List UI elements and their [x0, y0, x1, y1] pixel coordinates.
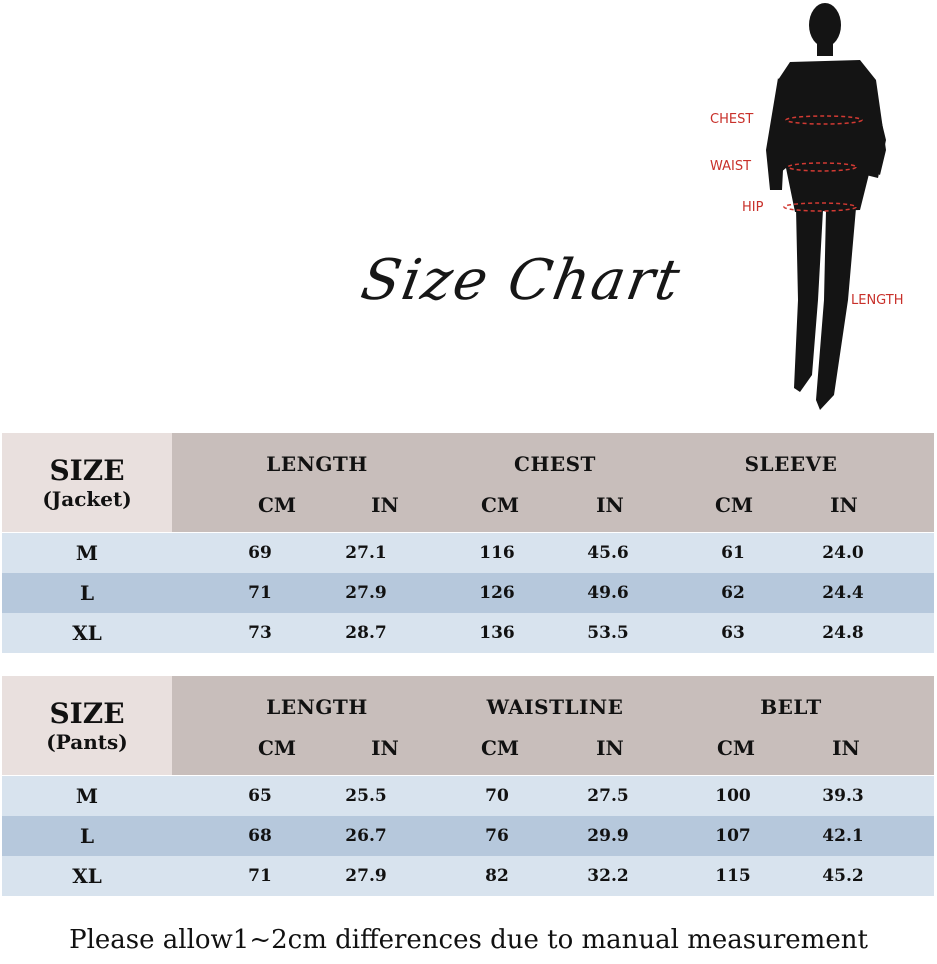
- unit-cm: CM: [714, 493, 754, 517]
- size-cell: XL: [72, 621, 102, 645]
- value-cell: 70: [485, 786, 509, 806]
- unit-in: IN: [596, 736, 624, 760]
- value-cell: 27.1: [345, 543, 387, 563]
- group-title: LENGTH: [266, 695, 368, 719]
- value-cell: 53.5: [587, 623, 629, 643]
- size-cell: M: [75, 541, 99, 565]
- jacket-group-sleeve: [666, 433, 916, 532]
- value-cell: 63: [721, 623, 745, 643]
- value-cell: 116: [479, 543, 515, 563]
- value-cell: 39.3: [822, 786, 864, 806]
- unit-cm: CM: [257, 736, 297, 760]
- pants-size-table: [2, 676, 934, 896]
- value-cell: 29.9: [587, 826, 629, 846]
- value-cell: 126: [479, 583, 515, 603]
- value-cell: 115: [715, 866, 751, 886]
- value-cell: 45.2: [822, 866, 864, 886]
- value-cell: 24.4: [822, 583, 864, 603]
- table-row: [2, 573, 934, 613]
- pants-measure-groups: [172, 676, 934, 775]
- unit-in: IN: [830, 493, 858, 517]
- group-title: CHEST: [514, 452, 596, 476]
- value-cell: 28.7: [345, 623, 387, 643]
- unit-in: IN: [371, 736, 399, 760]
- jacket-group-chest: [430, 433, 680, 532]
- value-cell: 107: [715, 826, 751, 846]
- unit-in: IN: [832, 736, 860, 760]
- unit-in: IN: [596, 493, 624, 517]
- value-cell: 82: [485, 866, 509, 886]
- man-silhouette-icon: [700, 0, 937, 420]
- value-cell: 100: [715, 786, 751, 806]
- value-cell: 69: [248, 543, 272, 563]
- unit-cm: CM: [716, 736, 756, 760]
- value-cell: 32.2: [587, 866, 629, 886]
- jacket-group-length: [192, 433, 442, 532]
- pants-table-header: [2, 676, 934, 775]
- size-cell: M: [75, 784, 99, 808]
- value-cell: 24.0: [822, 543, 864, 563]
- table-row: [2, 776, 934, 816]
- value-cell: 45.6: [587, 543, 629, 563]
- jacket-table-header: [2, 433, 934, 532]
- value-cell: 27.5: [587, 786, 629, 806]
- pants-group-length: [192, 676, 442, 775]
- group-title: WAISTLINE: [486, 695, 624, 719]
- size-heading: SIZE: [49, 453, 125, 487]
- size-cell: XL: [72, 864, 102, 888]
- value-cell: 76: [485, 826, 509, 846]
- table-row: [2, 856, 934, 896]
- value-cell: 61: [721, 543, 745, 563]
- measurement-note: Please allow1~2cm differences due to manual measurement: [69, 925, 868, 955]
- value-cell: 62: [721, 583, 745, 603]
- jacket-size-table: [2, 433, 934, 653]
- pants-size-header: [2, 676, 172, 775]
- table-row: [2, 613, 934, 653]
- hip-label: HIP: [742, 200, 764, 215]
- value-cell: 49.6: [587, 583, 629, 603]
- value-cell: 71: [248, 583, 272, 603]
- value-cell: 25.5: [345, 786, 387, 806]
- jacket-measure-groups: [172, 433, 934, 532]
- value-cell: 24.8: [822, 623, 864, 643]
- value-cell: 27.9: [345, 583, 387, 603]
- value-cell: 65: [248, 786, 272, 806]
- pants-group-waistline: [430, 676, 680, 775]
- value-cell: 68: [248, 826, 272, 846]
- body-silhouette-figure: [700, 0, 937, 420]
- size-chart-title: Size Chart: [356, 248, 687, 313]
- group-title: LENGTH: [266, 452, 368, 476]
- size-cell: L: [79, 824, 95, 848]
- value-cell: 27.9: [345, 866, 387, 886]
- value-cell: 136: [479, 623, 515, 643]
- unit-cm: CM: [257, 493, 297, 517]
- jacket-size-header: [2, 433, 172, 532]
- unit-cm: CM: [480, 736, 520, 760]
- chest-label: CHEST: [710, 112, 754, 127]
- waist-label: WAIST: [710, 159, 752, 174]
- group-title: SLEEVE: [744, 452, 838, 476]
- value-cell: 26.7: [345, 826, 387, 846]
- table-row: [2, 533, 934, 573]
- size-cell: L: [79, 581, 95, 605]
- value-cell: 42.1: [822, 826, 864, 846]
- size-heading: SIZE: [49, 696, 125, 730]
- length-label: LENGTH: [851, 293, 904, 308]
- value-cell: 71: [248, 866, 272, 886]
- size-subheading: (Pants): [46, 729, 128, 754]
- unit-cm: CM: [480, 493, 520, 517]
- table-row: [2, 816, 934, 856]
- group-title: BELT: [760, 695, 822, 719]
- pants-group-belt: [666, 676, 916, 775]
- unit-in: IN: [371, 493, 399, 517]
- size-subheading: (Jacket): [42, 486, 132, 511]
- value-cell: 73: [248, 623, 272, 643]
